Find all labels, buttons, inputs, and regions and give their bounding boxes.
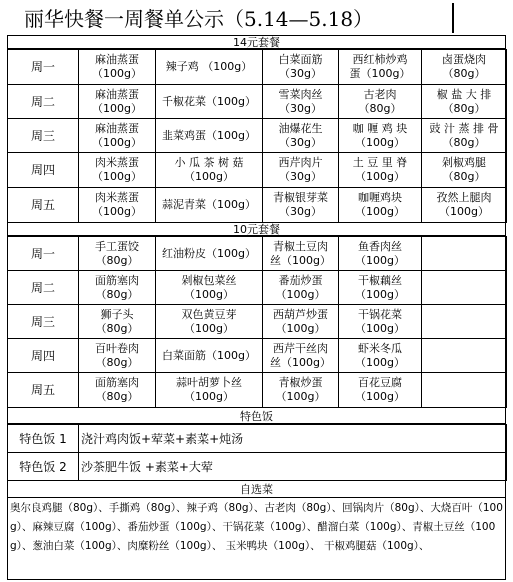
special-dish-cell: 浇汁鸡肉饭+荤菜+素菜+炖汤 <box>79 425 507 453</box>
dish-cell-line1: 麻油蒸蛋 <box>95 87 139 101</box>
dish-cell <box>339 237 422 271</box>
dish-cell-line1: 蒜泥青菜（100g） <box>162 198 256 211</box>
dish-cell-line1: 剁椒包菜丝 <box>181 273 237 287</box>
empty-cell <box>422 237 507 271</box>
dish-cell <box>156 119 263 153</box>
dish-cell-line1: 西芹肉片 <box>278 156 323 169</box>
dish-cell-line2: （100g） <box>92 205 142 218</box>
dish-cell-line1: 虾米冬瓜 <box>358 341 402 355</box>
dish-cell-line1: 油爆花生 <box>278 121 323 135</box>
empty-cell <box>422 271 507 305</box>
dish-cell-line1: 剁椒鸡腿 <box>442 156 486 169</box>
dish-cell-line2: 丝（100g） <box>270 253 331 267</box>
dish-cell <box>422 50 507 85</box>
section-header-14: 14元套餐 <box>7 36 506 49</box>
dish-cell-line1: 面筋塞肉 <box>95 376 139 389</box>
dish-cell <box>339 85 422 119</box>
dish-cell-line2: （80g） <box>442 67 486 80</box>
page-title: 丽华快餐一周餐单公示（5.14—5.18） <box>24 7 374 31</box>
dish-cell-line2: （100g） <box>184 390 234 403</box>
dish-cell-line1: 手工蛋饺 <box>95 239 139 253</box>
dish-cell-line2: （100g） <box>355 135 405 149</box>
dish-cell <box>79 119 156 153</box>
dish-cell-line1: 土 豆 里 脊 <box>352 156 408 169</box>
table-row <box>8 153 507 188</box>
dish-cell-line1: 蒜叶胡萝卜丝 <box>176 376 242 389</box>
dish-cell <box>263 153 339 188</box>
weekday-cell: 周四 <box>8 153 79 188</box>
table-row <box>8 339 507 373</box>
dish-cell-line2: （80g） <box>442 101 486 115</box>
weekday-cell: 周五 <box>8 188 79 223</box>
dish-cell-line1: 面筋塞肉 <box>95 273 139 287</box>
dish-cell-line1: 干锅花菜 <box>358 307 402 321</box>
dish-cell <box>156 271 263 305</box>
dish-cell-line1: 青椒炒蛋 <box>278 376 323 389</box>
dish-cell-line2: （100g） <box>355 390 405 403</box>
dish-cell-line1: 咖 喱 鸡 块 <box>352 121 408 135</box>
dish-cell <box>79 271 156 305</box>
table-row <box>8 50 507 85</box>
dish-cell-line1: 麻油蒸蛋 <box>95 53 139 66</box>
weekday-cell: 周一 <box>8 50 79 85</box>
dish-cell-line1: 西芹干丝肉 <box>273 341 328 355</box>
dish-cell <box>263 373 339 408</box>
dish-cell <box>156 50 263 85</box>
section-header-10: 10元套餐 <box>7 222 506 236</box>
dish-cell-line2: （80g） <box>95 355 139 369</box>
dish-cell <box>79 373 156 408</box>
dish-cell-line1: 双色黄豆芽 <box>181 307 237 321</box>
section-header-optional: 自选菜 <box>7 480 506 498</box>
dish-cell-line2: （100g） <box>92 101 142 115</box>
section-header-special: 特色饭 <box>7 407 506 424</box>
dish-cell <box>263 188 339 223</box>
empty-cell <box>422 373 507 408</box>
dish-cell-line1: 千椒花菜（100g） <box>162 94 256 108</box>
dish-cell-line2: （100g） <box>92 135 142 149</box>
dish-cell <box>263 271 339 305</box>
dish-cell <box>156 373 263 408</box>
dish-cell-line2: （100g） <box>355 205 405 218</box>
dish-cell <box>79 85 156 119</box>
dish-cell-line1: 肉米蒸蛋 <box>95 156 139 169</box>
empty-cell <box>422 305 507 339</box>
dish-cell <box>422 188 507 223</box>
dish-cell <box>339 153 422 188</box>
dish-cell <box>339 188 422 223</box>
dish-cell-line2: （100g） <box>355 170 405 183</box>
dish-cell <box>339 50 422 85</box>
dish-cell-line2: （100g） <box>355 321 405 335</box>
weekday-cell: 周三 <box>8 119 79 153</box>
dish-cell <box>156 153 263 188</box>
dish-cell <box>422 119 507 153</box>
weekday-cell: 周二 <box>8 85 79 119</box>
table-row <box>8 119 507 153</box>
dish-cell-line2: （100g） <box>275 390 326 403</box>
dish-cell-line1: 番茄炒蛋 <box>278 273 323 287</box>
dish-cell <box>263 85 339 119</box>
dish-cell-line1: 百花豆腐 <box>358 376 402 389</box>
dish-cell-line1: 西葫芦炒蛋 <box>273 307 328 321</box>
dish-cell-line2: （100g） <box>184 287 234 301</box>
weekday-cell: 周一 <box>8 237 79 271</box>
text-cursor <box>452 3 454 33</box>
dish-cell-line1: 狮子头 <box>100 307 134 321</box>
dish-cell <box>263 50 339 85</box>
dish-cell-line1: 白菜面筋 <box>278 53 323 66</box>
weekday-cell: 周二 <box>8 271 79 305</box>
dish-cell-line1: 卤蛋烧肉 <box>442 53 486 66</box>
table-row <box>8 425 507 453</box>
dish-cell-line2: （80g） <box>95 287 139 301</box>
dish-cell-line1: 西红柿炒鸡 <box>352 53 408 66</box>
dish-cell-line2: （80g） <box>95 321 139 335</box>
table-row <box>8 305 507 339</box>
optional-dishes-text: 奥尔良鸡腿（80g）、手撕鸡（80g）、辣子鸡（80g）、古老肉（80g）、回锅肉片（80g）、大烧百叶（100g）、麻辣豆腐（100g）、番茄炒蛋（100g）、干锅花菜（100g）、醋溜白菜（100g）、青椒土豆丝（100g）、葱油白菜（100g）、肉糜粉丝（100g）、 玉米鸭块（100g）、 干椒鸡腿菇（100g）、 <box>10 502 503 552</box>
dish-cell <box>79 188 156 223</box>
dish-cell-line1: 白菜面筋（100g） <box>162 348 256 362</box>
dish-cell <box>339 339 422 373</box>
dish-cell-line2: （100g） <box>184 321 234 335</box>
dish-cell-line1: 孜然上腿肉 <box>436 191 492 204</box>
dish-cell <box>339 271 422 305</box>
dish-cell <box>339 119 422 153</box>
set10-table <box>7 236 507 408</box>
dish-cell <box>79 305 156 339</box>
dish-cell-line2: （30g） <box>279 101 322 115</box>
weekday-cell: 周三 <box>8 305 79 339</box>
dish-cell <box>263 119 339 153</box>
table-row <box>8 271 507 305</box>
dish-cell-line2: （100g） <box>439 205 489 218</box>
dish-cell-line2: （30g） <box>279 67 322 80</box>
dish-cell <box>339 373 422 408</box>
weekday-cell: 周四 <box>8 339 79 373</box>
dish-cell-line1: 干椒藕丝 <box>358 273 402 287</box>
dish-cell-line2: （100g） <box>92 67 142 80</box>
dish-cell <box>263 305 339 339</box>
dish-cell <box>422 85 507 119</box>
table-row <box>8 85 507 119</box>
dish-cell-line2: （80g） <box>442 135 486 149</box>
set14-table <box>7 49 507 223</box>
dish-cell-line2: （100g） <box>184 170 234 183</box>
special-label-cell: 特色饭 2 <box>8 453 79 481</box>
table-row <box>8 373 507 408</box>
dish-cell-line2: （30g） <box>279 135 322 149</box>
special-dish-cell: 沙茶肥牛饭 +素菜+大荤 <box>79 453 507 481</box>
dish-cell <box>263 237 339 271</box>
table-row <box>8 188 507 223</box>
dish-cell-line1: 红油粉皮（100g） <box>162 246 256 260</box>
dish-cell-line1: 古老肉 <box>363 87 397 101</box>
dish-cell-line1: 百叶卷肉 <box>95 341 139 355</box>
dish-cell <box>422 153 507 188</box>
dish-cell-line2: （100g） <box>275 321 326 335</box>
dish-cell <box>79 237 156 271</box>
dish-cell-line1: 韭菜鸡蛋（100g） <box>162 128 256 142</box>
dish-cell-line1: 小 瓜 茶 树 菇 <box>174 156 244 169</box>
dish-cell-line1: 豉 汁 蒸 排 骨 <box>429 121 499 135</box>
dish-cell-line2: （100g） <box>355 287 405 301</box>
dish-cell-line2: （80g） <box>95 253 139 267</box>
dish-cell <box>156 339 263 373</box>
special-table <box>7 424 507 481</box>
dish-cell-line1: 鱼香肉丝 <box>358 239 402 253</box>
dish-cell <box>79 339 156 373</box>
dish-cell <box>79 153 156 188</box>
table-row <box>8 237 507 271</box>
weekday-cell: 周五 <box>8 373 79 408</box>
dish-cell-line2: 丝（100g） <box>270 355 331 369</box>
dish-cell-line1: 雪菜肉丝 <box>278 87 323 101</box>
dish-cell-line1: 辣子鸡 （100g） <box>165 60 253 73</box>
dish-cell-line2: （80g） <box>358 101 402 115</box>
dish-cell-line2: （100g） <box>275 287 326 301</box>
dish-cell-line1: 椒 盐 大 排 <box>436 87 492 101</box>
special-label-cell: 特色饭 1 <box>8 425 79 453</box>
dish-cell-line1: 肉米蒸蛋 <box>95 191 139 204</box>
dish-cell <box>263 339 339 373</box>
empty-cell <box>422 339 507 373</box>
dish-cell-line2: （30g） <box>279 205 322 218</box>
dish-cell-line1: 青椒银芽菜 <box>273 191 328 204</box>
dish-cell <box>156 85 263 119</box>
dish-cell <box>79 50 156 85</box>
dish-cell-line2: 蛋（100g） <box>349 67 411 80</box>
dish-cell <box>156 188 263 223</box>
dish-cell <box>156 237 263 271</box>
dish-cell <box>339 305 422 339</box>
dish-cell-line2: （100g） <box>355 355 405 369</box>
dish-cell-line2: （100g） <box>355 253 405 267</box>
dish-cell-line1: 麻油蒸蛋 <box>95 121 139 135</box>
table-row <box>8 453 507 481</box>
dish-cell <box>156 305 263 339</box>
dish-cell-line2: （80g） <box>442 170 486 183</box>
dish-cell-line2: （100g） <box>92 170 142 183</box>
dish-cell-line2: （30g） <box>279 170 322 183</box>
dish-cell-line2: （80g） <box>95 390 139 403</box>
dish-cell-line1: 咖喱鸡块 <box>358 191 402 204</box>
dish-cell-line1: 青椒土豆肉 <box>273 239 328 253</box>
